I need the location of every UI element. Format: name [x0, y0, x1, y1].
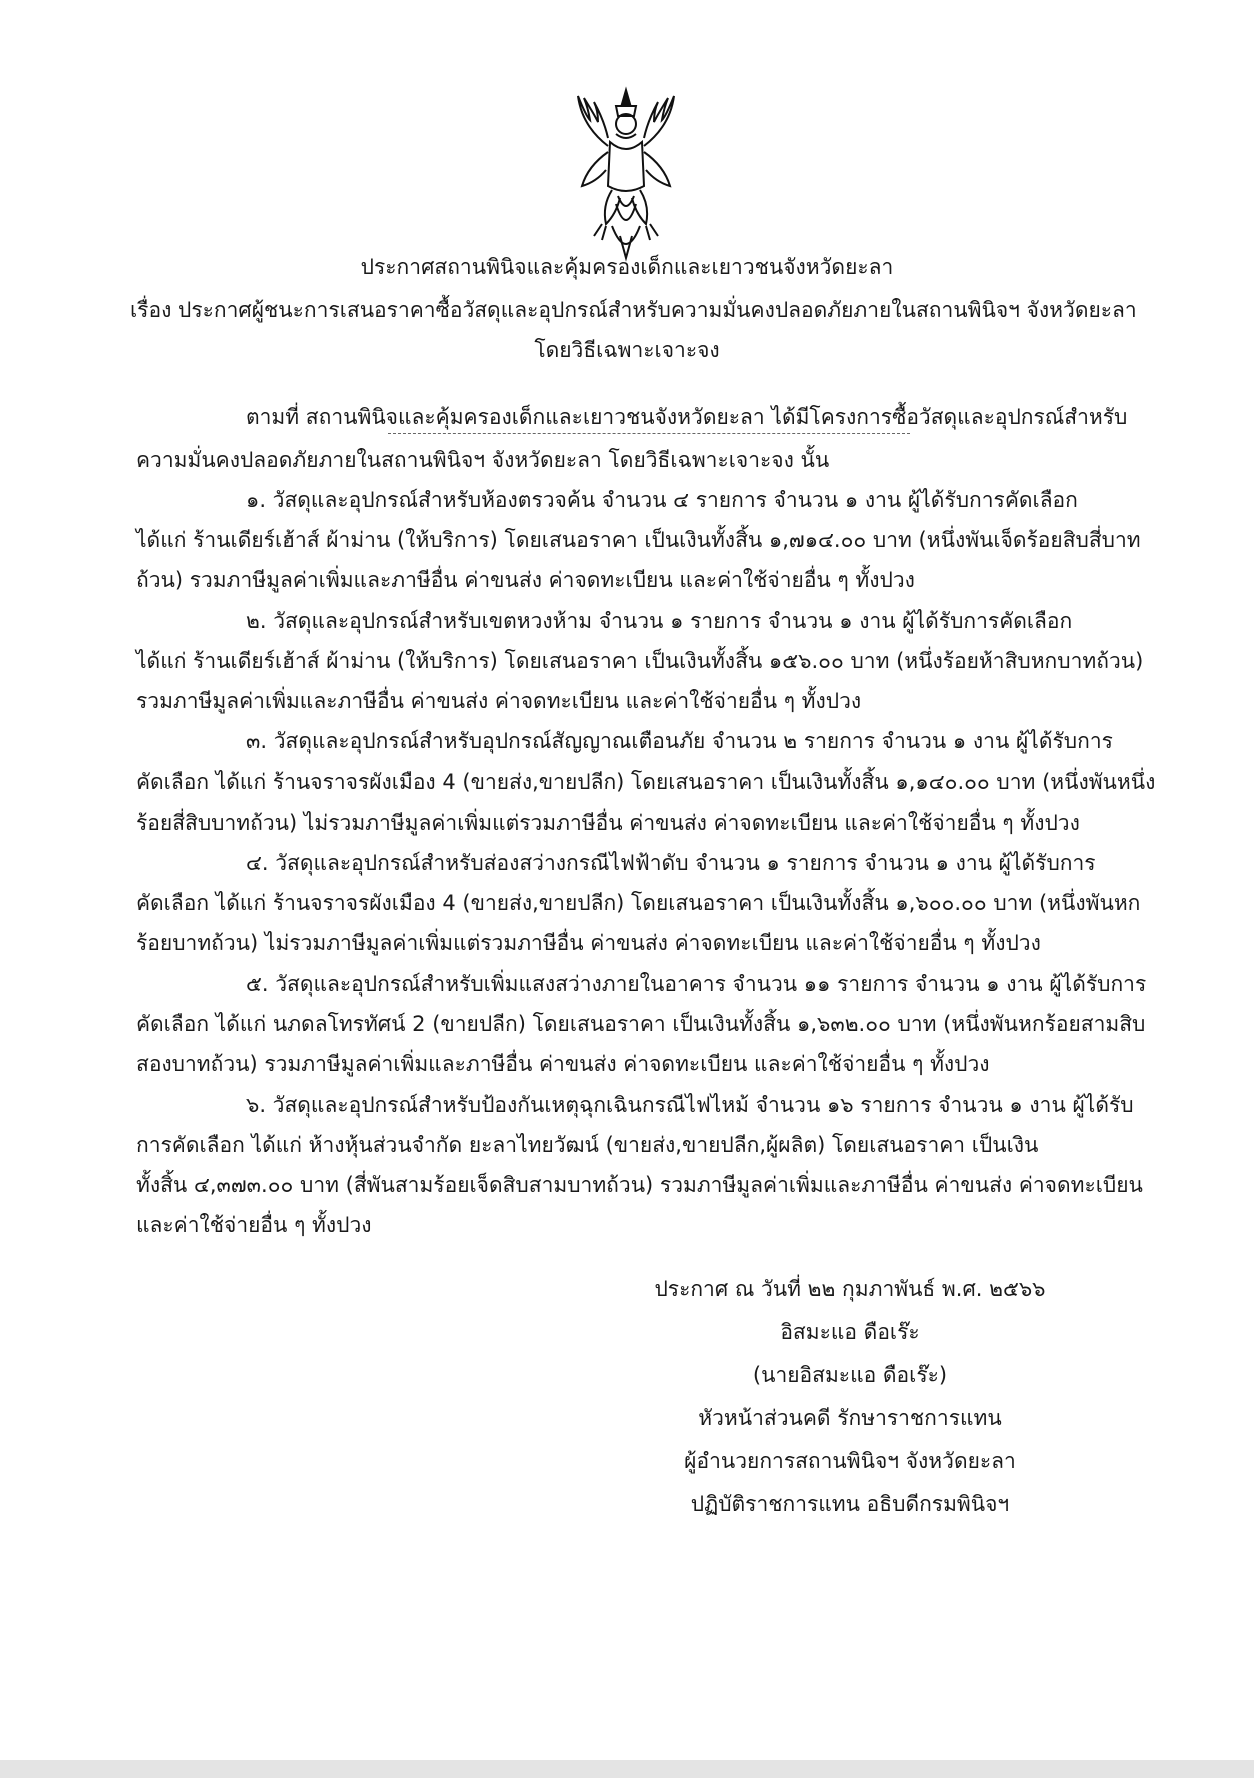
item-6-line: ๖. วัสดุและอุปกรณ์สำหรับป้องกันเหตุฉุกเฉินกรณีไฟไหม้ จำนวน ๑๖ รายการ จำนวน ๑ งาน ผู้ได้รับ — [246, 1093, 1134, 1117]
bottom-band — [0, 1760, 1254, 1778]
item-1-line: ถ้วน) รวมภาษีมูลค่าเพิ่มและภาษีอื่น ค่าขนส่ง ค่าจดทะเบียน และค่าใช้จ่ายอื่น ๆ ทั้งปวง — [136, 568, 915, 592]
item-3-line: ร้อยสี่สิบบาทถ้วน) ไม่รวมภาษีมูลค่าเพิ่มแต่รวมภาษีอื่น ค่าขนส่ง ค่าจดทะเบียน และค่าใช้จ่ายอื่น ๆ ทั้งปวง — [136, 811, 1080, 835]
signer-position: หัวหน้าส่วนคดี รักษาราชการแทน — [698, 1406, 1002, 1430]
item-5-line: คัดเลือก ได้แก่ นภดลโทรทัศน์ 2 (ขายปลีก) โดยเสนอราคา เป็นเงินทั้งสิ้น ๑,๖๓๒.๐๐ บาท (หนึ่งพันหกร้อยสามสิบ — [136, 1012, 1146, 1036]
item-3-line: ๓. วัสดุและอุปกรณ์สำหรับอุปกรณ์สัญญาณเตือนภัย จำนวน ๒ รายการ จำนวน ๑ งาน ผู้ได้รับการ — [246, 729, 1113, 753]
intro-line: ตามที่ สถานพินิจและคุ้มครองเด็กและเยาวชนจังหวัดยะลา ได้มีโครงการซื้อวัสดุและอุปกรณ์สำหรับ — [246, 405, 1128, 429]
doc-title: ประกาศสถานพินิจและคุ้มครองเด็กและเยาวชนจังหวัดยะลา — [360, 255, 894, 279]
intro-line: ความมั่นคงปลอดภัยภายในสถานพินิจฯ จังหวัดยะลา โดยวิธีเฉพาะเจาะจง นั้น — [136, 448, 830, 472]
announce-date: ประกาศ ณ วันที่ ๒๒ กุมภาพันธ์ พ.ศ. ๒๕๖๖ — [654, 1277, 1046, 1301]
item-2-line: รวมภาษีมูลค่าเพิ่มและภาษีอื่น ค่าขนส่ง ค่าจดทะเบียน และค่าใช้จ่ายอื่น ๆ ทั้งปวง — [136, 689, 862, 713]
doc-method: โดยวิธีเฉพาะเจาะจง — [534, 338, 720, 362]
signer-name: (นายอิสมะแอ ดือเร๊ะ) — [752, 1363, 948, 1387]
doc-subject: เรื่อง ประกาศผู้ชนะการเสนอราคาซื้อวัสดุและอุปกรณ์สำหรับความมั่นคงปลอดภัยภายในสถานพินิจฯ จังหวัดยะลา — [130, 298, 1137, 322]
dashed-divider — [388, 433, 910, 434]
item-5-line: ๕. วัสดุและอุปกรณ์สำหรับเพิ่มแสงสว่างภายในอาคาร จำนวน ๑๑ รายการ จำนวน ๑ งาน ผู้ได้รับการ — [246, 972, 1147, 996]
item-6-line: และค่าใช้จ่ายอื่น ๆ ทั้งปวง — [136, 1213, 372, 1237]
item-6-line: การคัดเลือก ได้แก่ ห้างหุ้นส่วนจำกัด ยะลาไทยวัฒน์ (ขายส่ง,ขายปลีก,ผู้ผลิต) โดยเสนอราคา เป็นเงิน — [136, 1133, 1039, 1157]
item-3-line: คัดเลือก ได้แก่ ร้านจราจรผังเมือง 4 (ขายส่ง,ขายปลีก) โดยเสนอราคา เป็นเงินทั้งสิ้น ๑,๑๔๐.๐๐ บาท (หนึ่งพันหนึ่ง — [136, 770, 1156, 794]
item-2-line: ๒. วัสดุและอุปกรณ์สำหรับเขตหวงห้าม จำนวน ๑ รายการ จำนวน ๑ งาน ผู้ได้รับการคัดเลือก — [246, 609, 1073, 633]
item-4-line: ร้อยบาทถ้วน) ไม่รวมภาษีมูลค่าเพิ่มแต่รวมภาษีอื่น ค่าขนส่ง ค่าจดทะเบียน และค่าใช้จ่ายอื่น ๆ ทั้งปวง — [136, 931, 1041, 955]
item-6-line: ทั้งสิ้น ๔,๓๗๓.๐๐ บาท (สี่พันสามร้อยเจ็ดสิบสามบาทถ้วน) รวมภาษีมูลค่าเพิ่มและภาษีอื่น ค่าขนส่ง ค่าจดทะเบียน — [136, 1173, 1143, 1197]
item-4-line: ๔. วัสดุและอุปกรณ์สำหรับส่องสว่างกรณีไฟฟ้าดับ จำนวน ๑ รายการ จำนวน ๑ งาน ผู้ได้รับการ — [246, 851, 1096, 875]
item-4-line: คัดเลือก ได้แก่ ร้านจราจรผังเมือง 4 (ขายส่ง,ขายปลีก) โดยเสนอราคา เป็นเงินทั้งสิ้น ๑,๖๐๐.๐๐ บาท (หนึ่งพันหก — [136, 891, 1141, 915]
item-1-line: ๑. วัสดุและอุปกรณ์สำหรับห้องตรวจค้น จำนวน ๔ รายการ จำนวน ๑ งาน ผู้ได้รับการคัดเลือก — [246, 488, 1078, 512]
item-1-line: ได้แก่ ร้านเดียร์เฮ้าส์ ผ้าม่าน (ให้บริการ) โดยเสนอราคา เป็นเงินทั้งสิ้น ๑,๗๑๔.๐๐ บาท (หนึ่งพันเจ็ดร้อยสิบสี่บาท — [136, 528, 1141, 552]
item-2-line: ได้แก่ ร้านเดียร์เฮ้าส์ ผ้าม่าน (ให้บริการ) โดยเสนอราคา เป็นเงินทั้งสิ้น ๑๕๖.๐๐ บาท (หนึ่งร้อยห้าสิบหกบาทถ้วน) — [136, 649, 1144, 673]
signer-position: ผู้อำนวยการสถานพินิจฯ จังหวัดยะลา — [684, 1449, 1016, 1473]
signer-position: ปฏิบัติราชการแทน อธิบดีกรมพินิจฯ — [690, 1492, 1010, 1516]
garuda-emblem — [572, 86, 680, 264]
item-5-line: สองบาทถ้วน) รวมภาษีมูลค่าเพิ่มและภาษีอื่น ค่าขนส่ง ค่าจดทะเบียน และค่าใช้จ่ายอื่น ๆ ทั้งปวง — [136, 1052, 990, 1076]
signature: อิสมะแอ ดือเร๊ะ — [780, 1320, 920, 1344]
